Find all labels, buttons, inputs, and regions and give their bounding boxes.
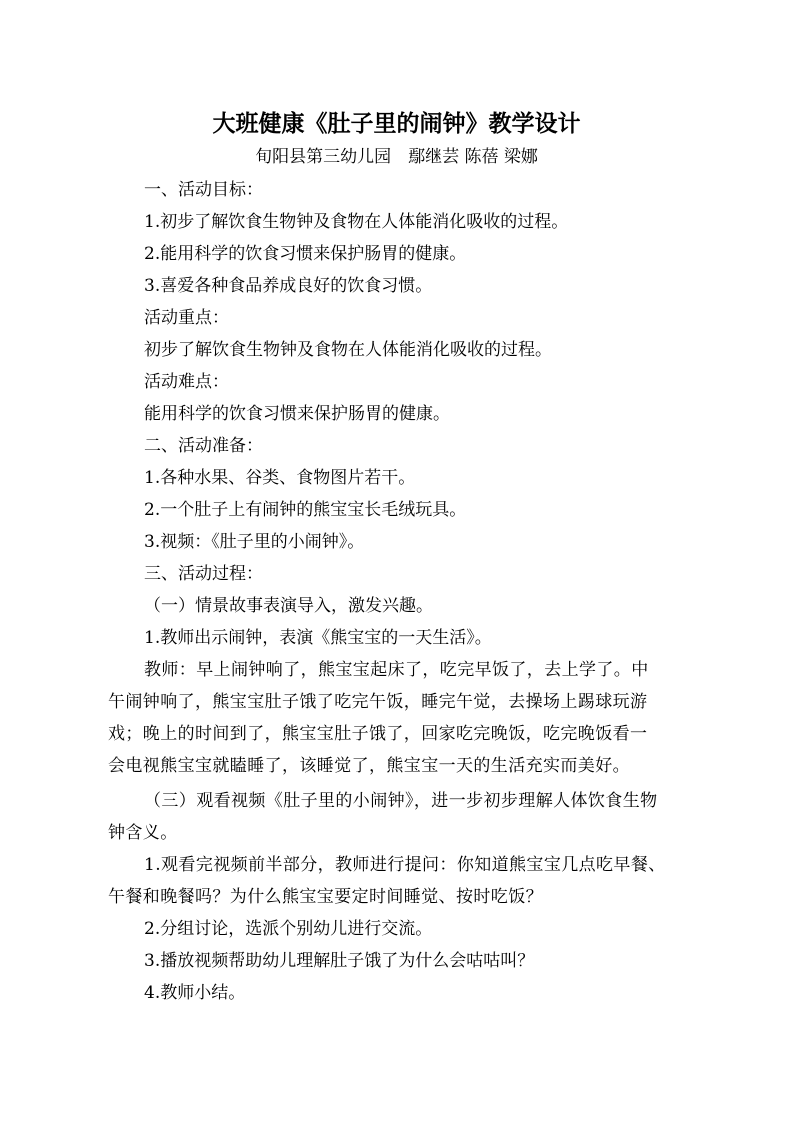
preparation-item-2: 2.一个肚子上有闹钟的熊宝宝长毛绒玩具。 bbox=[144, 500, 467, 520]
difficulty-text: 能用科学的饮食习惯来保护肠胃的健康。 bbox=[144, 404, 450, 424]
story-paragraph-line: 午闹钟响了，熊宝宝肚子饿了吃完午饭，睡完午觉，去操场上踢球玩游 bbox=[108, 692, 648, 712]
document-title: 大班健康《肚子里的闹钟》教学设计 bbox=[212, 111, 581, 137]
story-paragraph-line: 会电视熊宝宝就瞌睡了，该睡觉了，熊宝宝一天的生活充实而美好。 bbox=[108, 756, 630, 776]
difficulty-heading: 活动难点： bbox=[144, 372, 229, 392]
preparation-item-3: 3.视频：《肚子里的小闹钟》。 bbox=[144, 532, 365, 552]
process-step-3-item-4: 4.教师小结。 bbox=[144, 983, 246, 1003]
question-line: 午餐和晚餐吗？为什么熊宝宝要定时间睡觉、按时吃饭？ bbox=[108, 887, 543, 907]
key-point-text: 初步了解饮食生物钟及食物在人体能消化吸收的过程。 bbox=[144, 340, 552, 360]
story-paragraph-line: 教师：早上闹钟响了，熊宝宝起床了，吃完早饭了，去上学了。中 bbox=[144, 660, 649, 680]
process-step-1-item: 1.教师出示闹钟，表演《熊宝宝的一天生活》。 bbox=[144, 628, 492, 648]
preparation-item-1: 1.各种水果、谷类、食物图片若干。 bbox=[144, 468, 416, 488]
process-step-3-item-2: 2.分组讨论，选派个别幼儿进行交流。 bbox=[144, 919, 433, 939]
section-heading-process: 三、活动过程： bbox=[144, 564, 263, 584]
process-step-3-heading-cont: 钟含义。 bbox=[108, 823, 178, 843]
document-authors: 旬阳县第三幼儿园 鄢继芸 陈蓓 梁娜 bbox=[255, 147, 538, 167]
key-point-heading: 活动重点： bbox=[144, 308, 229, 328]
section-heading-goals: 一、活动目标： bbox=[144, 180, 263, 200]
story-paragraph-line: 戏；晚上的时间到了，熊宝宝肚子饿了，回家吃完晚饭，吃完晚饭看一 bbox=[108, 724, 648, 744]
process-step-1-heading: （一）情景故事表演导入，激发兴趣。 bbox=[144, 596, 433, 616]
process-step-3-heading: （三）观看视频《肚子里的小闹钟》，进一步初步理解人体饮食生物 bbox=[144, 791, 658, 811]
goal-item-1: 1.初步了解饮食生物钟及食物在人体能消化吸收的过程。 bbox=[144, 212, 569, 232]
question-line: 1.观看完视频前半部分，教师进行提问：你知道熊宝宝几点吃早餐、 bbox=[144, 855, 666, 875]
process-step-3-item-3: 3.播放视频帮助幼儿理解肚子饿了为什么会咕咕叫？ bbox=[144, 951, 535, 971]
goal-item-3: 3.喜爱各种食品养成良好的饮食习惯。 bbox=[144, 276, 433, 296]
goal-item-2: 2.能用科学的饮食习惯来保护肠胃的健康。 bbox=[144, 244, 467, 264]
section-heading-preparation: 二、活动准备： bbox=[144, 436, 263, 456]
